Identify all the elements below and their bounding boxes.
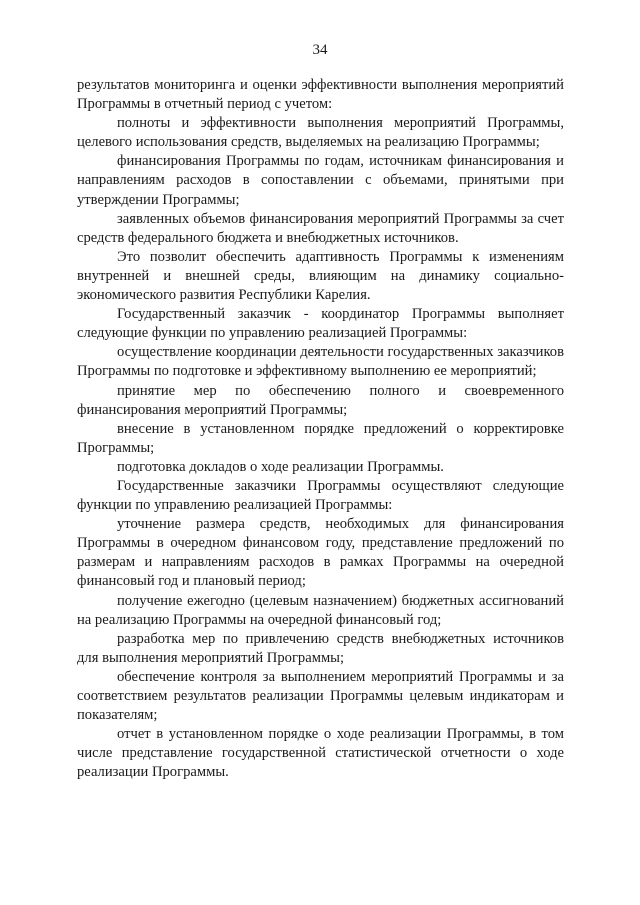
paragraph-corrections: внесение в установленном порядке предложений о корректировке Программы; — [77, 420, 564, 456]
paragraph-declared-volumes: заявленных объемов финансирования мероприятий Программы за счет средств федерального бюджета и внебюджетных источников. — [77, 210, 564, 246]
paragraph-budget-allocations: получение ежегодно (целевым назначением) бюджетных ассигнований на реализацию Программы на очередной финансовый год; — [77, 592, 564, 628]
paragraph-funds-clarification: уточнение размера средств, необходимых для финансирования Программы в очередном финансовом году, представление предложений по размерам и направлениям расходов в рамках Программы на очередной финансовый год и плановый период; — [77, 516, 564, 590]
paragraph-monitoring-results: результатов мониторинга и оценки эффективности выполнения мероприятий Программы в отчетный период с учетом: — [77, 77, 564, 113]
paragraph-reports: подготовка докладов о ходе реализации Программы. — [117, 458, 444, 475]
paragraph-completeness: полноты и эффективности выполнения мероприятий Программы, целевого использования средств, выделяемых на реализацию Программы; — [77, 115, 564, 151]
paragraph-adaptivity: Это позволит обеспечить адаптивность Программы к изменениям внутренней и внешней среды, влияющим на динамику социально-экономического развития Республики Карелия. — [77, 248, 564, 304]
paragraph-reporting: отчет в установленном порядке о ходе реализации Программы, в том числе представление государственной статистической отчетности о ходе реализации Программы. — [77, 726, 564, 781]
paragraph-extrabudgetary-measures: разработка мер по привлечению средств внебюджетных источников для выполнения мероприятий Программы; — [77, 630, 564, 666]
page-number: 34 — [312, 42, 328, 58]
paragraph-customers-functions: Государственные заказчики Программы осуществляют следующие функции по управлению реализацией Программы: — [77, 477, 564, 514]
paragraph-coordination: осуществление координации деятельности государственных заказчиков Программы по подготовке и эффективному выполнению ее мероприятий; — [77, 344, 564, 380]
paragraph-coordinator-functions: Государственный заказчик - координатор Программы выполняет следующие функции по управлению реализацией Программы: — [77, 306, 564, 342]
paragraph-full-financing: принятие мер по обеспечению полного и своевременного финансирования мероприятий Программы; — [77, 382, 564, 418]
paragraph-financing-by-years: финансирования Программы по годам, источникам финансирования и направлениям расходов в сопоставлении с объемами, принятыми при утверждении Программы; — [77, 153, 564, 208]
paragraph-control: обеспечение контроля за выполнением мероприятий Программы и за соответствием результатов реализации Программы целевым индикаторам и показателям; — [77, 668, 564, 724]
document-body — [77, 76, 564, 782]
